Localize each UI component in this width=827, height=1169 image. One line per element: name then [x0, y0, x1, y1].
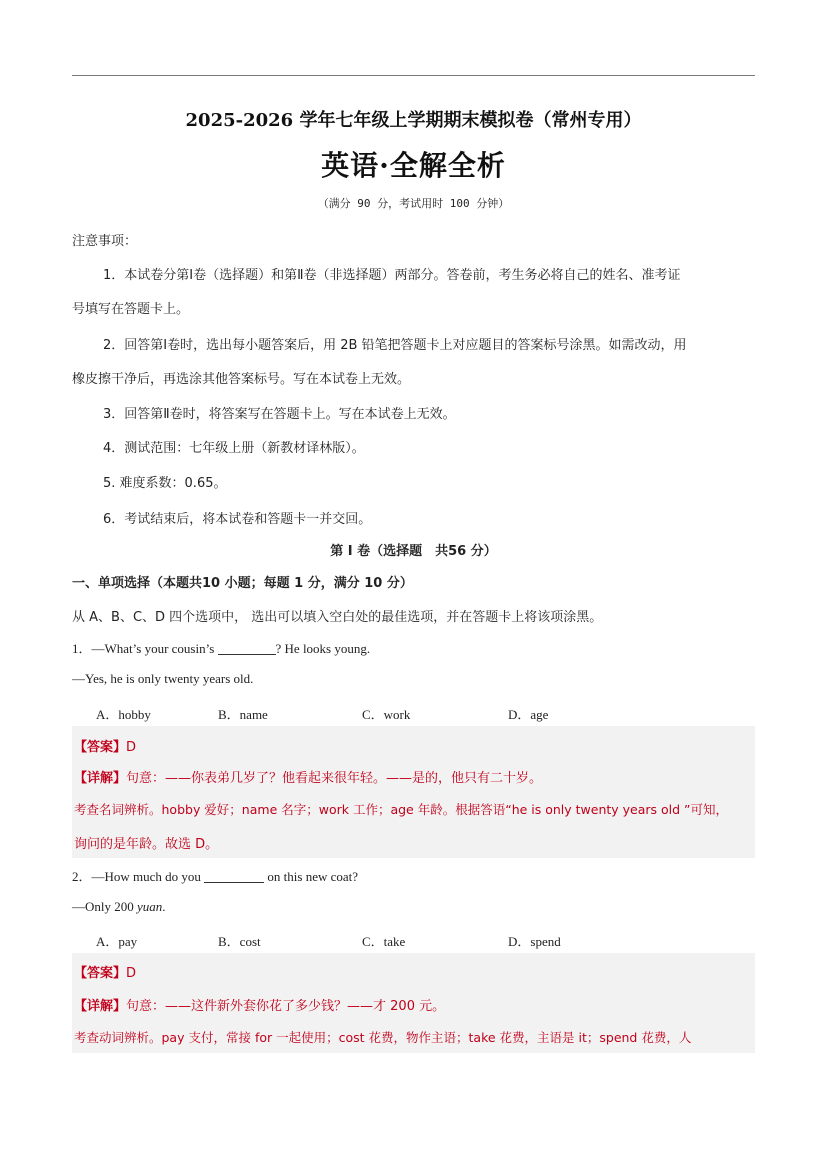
option-c: C．take — [362, 934, 406, 949]
answer-value: D — [126, 966, 137, 981]
option-d: D．spend — [508, 934, 561, 949]
answer-value: D — [126, 740, 137, 755]
reply-text: —Only 200 — [72, 899, 137, 914]
note-item: 橡皮擦干净后，再选涂其他答案标号。写在本试卷上无效。 — [72, 372, 411, 387]
answer-label: 【答案】 — [74, 740, 127, 755]
detail-line: 询问的是年龄。故选 D。 — [74, 837, 219, 852]
question-text: 1．—What’s your cousin’s — [72, 641, 218, 656]
exam-title: 2025-2026 学年七年级上学期期末模拟卷（常州专用） — [185, 110, 642, 131]
question-2 — [72, 866, 358, 885]
answer-blank — [204, 870, 264, 883]
note-item: 号填写在答题卡上。 — [72, 302, 190, 317]
option-a: A．pay — [96, 934, 138, 949]
note-item: 1．本试卷分第Ⅰ卷（选择题）和第Ⅱ卷（非选择题）两部分。答卷前，考生务必将自己的姓名、准考证 — [103, 268, 681, 283]
question-2-reply — [72, 899, 166, 915]
detail-line: 考查动词辨析。pay 支付，常接 for 一起使用；cost 花费，物作主语；take 花费，主语是 it；spend 花费，人 — [74, 1030, 692, 1045]
subject-title: 英语·全解全析 — [321, 149, 506, 182]
notes-heading: 注意事项： — [72, 234, 138, 249]
section-title: 第 I 卷（选择题 共56 分） — [330, 544, 497, 559]
detail-label: 【详解】 — [74, 771, 127, 786]
detail-text: 句意：——你表弟几岁了？他看起来很年轻。——是的，他只有二十岁。 — [126, 771, 543, 786]
option-a: A．hobby — [96, 707, 151, 722]
part-instruction: 从 A、B、C、D 四个选项中， 选出可以填入空白处的最佳选项，并在答题卡上将该项涂黑。 — [72, 610, 603, 625]
answer-line — [74, 962, 136, 981]
option-b: B．cost — [218, 934, 261, 949]
score-note: （满分 90 分，考试用时 100 分钟） — [317, 197, 510, 210]
note-item: 6．考试结束后，将本试卷和答题卡一并交回。 — [103, 512, 372, 527]
detail-line — [74, 767, 542, 786]
question-1-reply: —Yes, he is only twenty years old. — [72, 671, 254, 686]
question-text: 2．—How much do you — [72, 869, 205, 884]
reply-text: . — [162, 899, 166, 914]
answer-line — [74, 736, 136, 755]
option-b: B．name — [218, 707, 268, 722]
question-text: ? He looks young. — [275, 641, 371, 656]
question-text: on this new coat? — [264, 869, 359, 884]
note-item: 4．测试范围：七年级上册（新教材译林版）。 — [103, 441, 365, 456]
detail-line: 考查名词辨析。hobby 爱好；name 名字；work 工作；age 年龄。根据答语“he is only twenty years old ”可知， — [74, 802, 729, 817]
detail-line — [74, 995, 445, 1014]
answer-blank — [218, 642, 276, 655]
note-item: 3．回答第Ⅱ卷时，将答案写在答题卡上。写在本试卷上无效。 — [103, 407, 456, 422]
question-1 — [72, 638, 370, 657]
answer-label: 【答案】 — [74, 966, 127, 981]
note-item: 2．回答第Ⅰ卷时，选出每小题答案后，用 2B 铅笔把答题卡上对应题目的答案标号涂黑。如需改动，用 — [103, 338, 687, 353]
option-d: D．age — [508, 707, 549, 722]
header-rule — [72, 75, 755, 76]
part-title: 一、单项选择（本题共10 小题；每题 1 分，满分 10 分） — [72, 576, 413, 591]
reply-currency: yuan — [137, 899, 163, 914]
note-item: 5. 难度系数：0.65。 — [103, 476, 227, 491]
option-c: C．work — [362, 707, 411, 722]
detail-label: 【详解】 — [74, 999, 127, 1014]
detail-text: 句意：——这件新外套你花了多少钱？——才 200 元。 — [126, 999, 446, 1014]
